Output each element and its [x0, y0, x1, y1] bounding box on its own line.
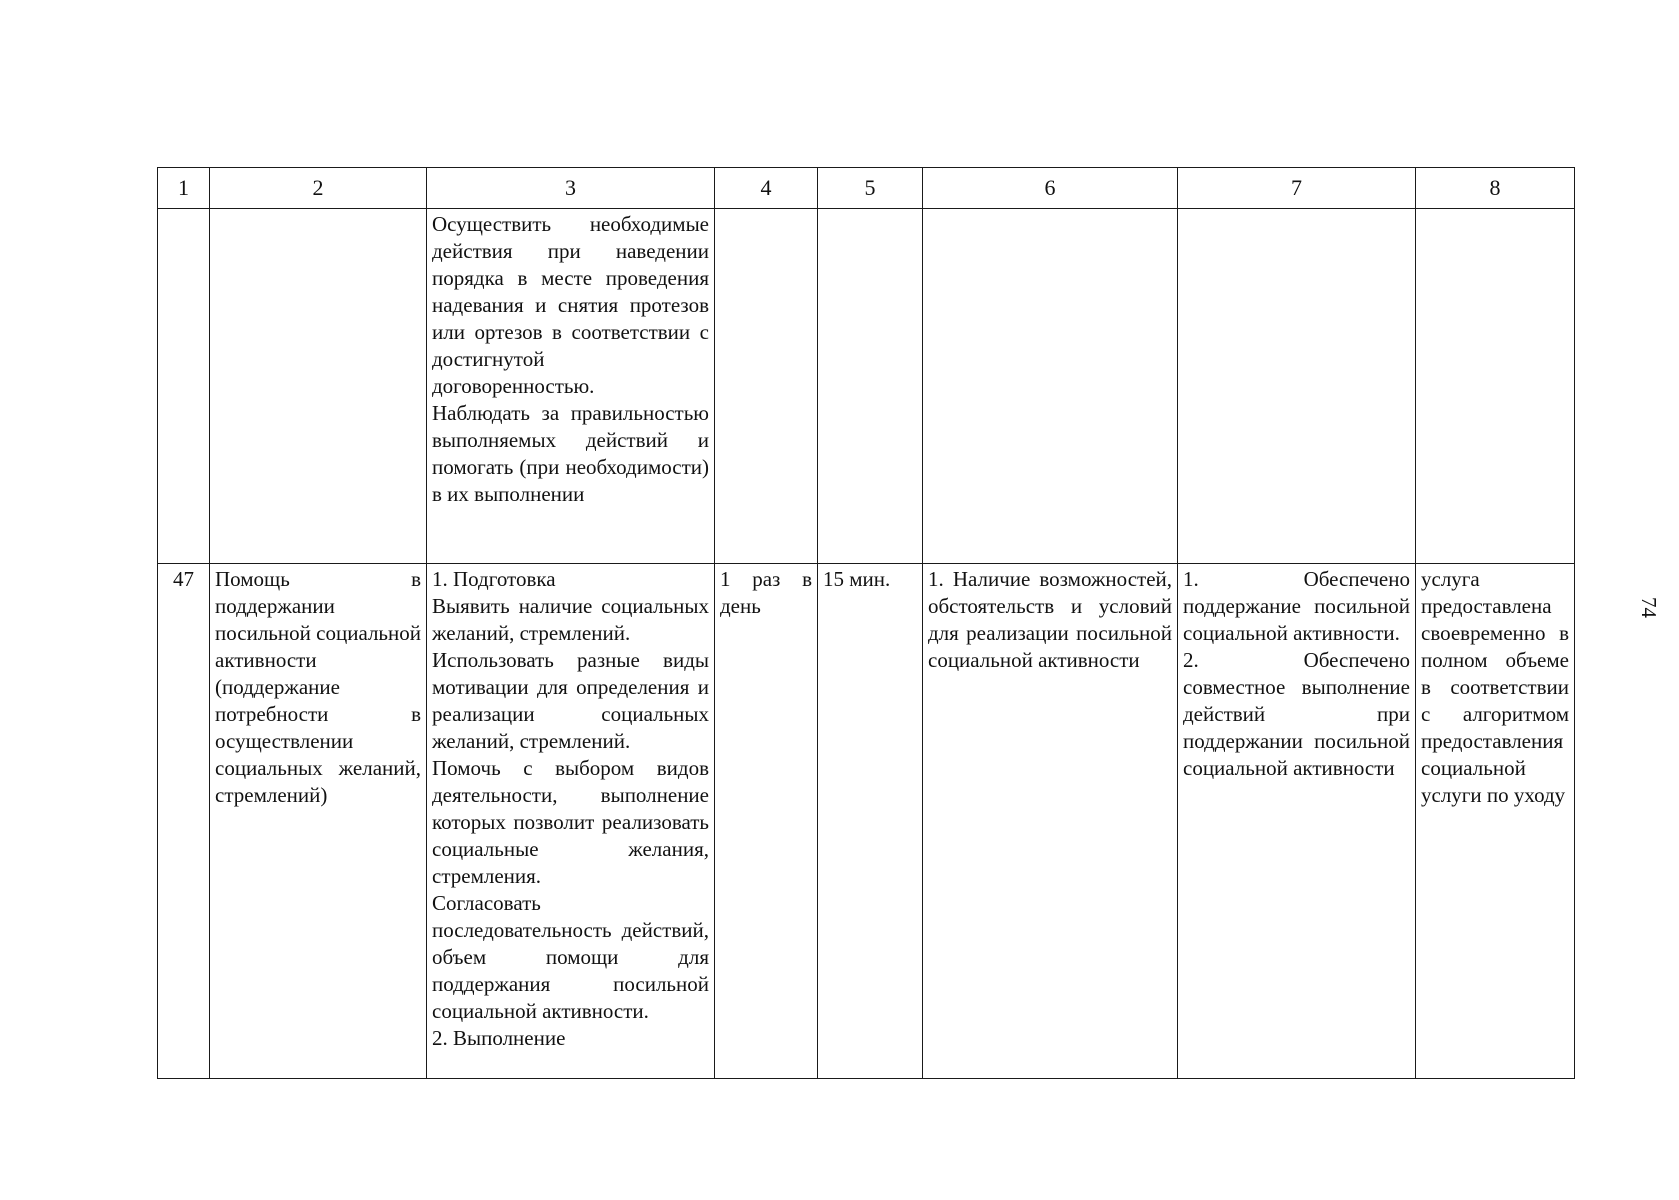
result-line-2: 2. Обеспечено совместное выполнение действий при поддержании посильной социальной активности: [1183, 648, 1410, 780]
cont-cell-6: [923, 209, 1178, 564]
conditions-cell: 1. Наличие возможностей, обстоятельств и условий для реализации посильной социальной активности: [923, 564, 1178, 1079]
column-number-1: 1: [158, 168, 210, 209]
service-name-cell: Помощь в поддержании посильной социальной активности (поддержание потребности в осуществлении социальных желаний, стремлений): [210, 564, 427, 1079]
service-actions-cell: [427, 564, 715, 1079]
evaluation-cell: услуга предоставлена своевременно в полном объеме в соответствии с алгоритмом предоставления социальной услуги по уходу: [1416, 564, 1575, 1079]
frequency-cell: 1 раз в день: [715, 564, 818, 1079]
duration-cell: 15 мин.: [818, 564, 923, 1079]
action-line-6: 2. Выполнение: [432, 1026, 566, 1050]
result-line-1: 1. Обеспечено поддержание посильной социальной активности.: [1183, 567, 1410, 645]
column-number-5: 5: [818, 168, 923, 209]
table-row-47: [158, 564, 1575, 1079]
cont-cell-5: [818, 209, 923, 564]
services-table: [157, 167, 1575, 1079]
row-number: 47: [158, 564, 210, 1079]
column-number-3: 3: [427, 168, 715, 209]
action-line-4: Помочь с выбором видов деятельности, выполнение которых позволит реализовать социальные желания, стремления.: [432, 756, 709, 888]
cont-actions-cell: [427, 209, 715, 564]
results-cell: [1178, 564, 1416, 1079]
action-line-2: Выявить наличие социальных желаний, стремлений.: [432, 594, 709, 645]
column-number-6: 6: [923, 168, 1178, 209]
cont-cell-8: [1416, 209, 1575, 564]
column-number-4: 4: [715, 168, 818, 209]
cont-cell-1: [158, 209, 210, 564]
cont-cell-2: [210, 209, 427, 564]
cont-action-paragraph-1: Осуществить необходимые действия при наведении порядка в месте проведения надевания и снятия протезов или ортезов в соответствии с достигнутой договоренностью.: [432, 212, 709, 398]
column-number-7: 7: [1178, 168, 1416, 209]
continuation-row: [158, 209, 1575, 564]
page-number: 74: [1637, 597, 1661, 618]
cont-cell-4: [715, 209, 818, 564]
column-number-8: 8: [1416, 168, 1575, 209]
action-line-5: Согласовать последовательность действий, объем помощи для поддержания посильной социальной активности.: [432, 891, 709, 1023]
column-number-row: [158, 168, 1575, 209]
action-line-1: 1. Подготовка: [432, 567, 556, 591]
cont-cell-7: [1178, 209, 1416, 564]
column-number-2: 2: [210, 168, 427, 209]
action-line-3: Использовать разные виды мотивации для определения и реализации социальных желаний, стремлений.: [432, 648, 709, 753]
cont-action-paragraph-2: Наблюдать за правильностью выполняемых действий и помогать (при необходимости) в их выполнении: [432, 401, 709, 506]
